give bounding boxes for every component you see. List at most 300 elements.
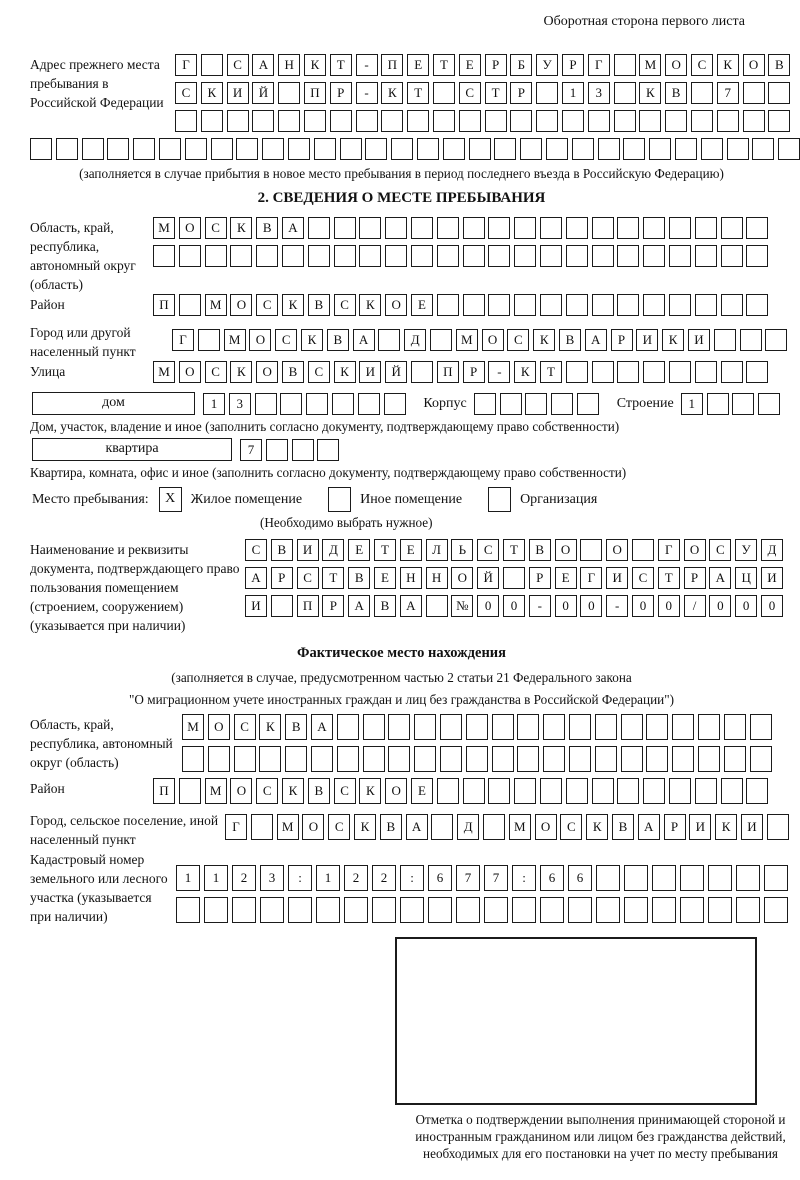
- char-cell[interactable]: С: [308, 361, 330, 383]
- char-cell[interactable]: С: [297, 567, 319, 589]
- char-cell[interactable]: [691, 82, 713, 104]
- char-cell[interactable]: [672, 714, 694, 740]
- char-cell[interactable]: [56, 138, 78, 160]
- char-cell[interactable]: [639, 110, 661, 132]
- char-cell[interactable]: [540, 897, 564, 923]
- char-cell[interactable]: Р: [562, 54, 584, 76]
- char-cell[interactable]: [378, 329, 400, 351]
- char-cell[interactable]: О: [385, 294, 407, 316]
- char-cell[interactable]: [488, 778, 510, 804]
- char-cell[interactable]: В: [308, 778, 330, 804]
- char-cell[interactable]: К: [715, 814, 737, 840]
- char-cell[interactable]: С: [175, 82, 197, 104]
- char-cell[interactable]: [440, 714, 462, 740]
- char-cell[interactable]: 7: [484, 865, 508, 891]
- char-cell[interactable]: С: [334, 778, 356, 804]
- char-cell[interactable]: [363, 746, 385, 772]
- char-cell[interactable]: [652, 897, 676, 923]
- char-cell[interactable]: [680, 897, 704, 923]
- char-cell[interactable]: [133, 138, 155, 160]
- char-cell[interactable]: [617, 361, 639, 383]
- char-cell[interactable]: В: [768, 54, 790, 76]
- char-cell[interactable]: Т: [658, 567, 680, 589]
- char-cell[interactable]: [463, 294, 485, 316]
- char-cell[interactable]: Й: [477, 567, 499, 589]
- char-cell[interactable]: М: [277, 814, 299, 840]
- char-cell[interactable]: О: [535, 814, 557, 840]
- char-cell[interactable]: [304, 110, 326, 132]
- char-cell[interactable]: [466, 746, 488, 772]
- char-cell[interactable]: П: [304, 82, 326, 104]
- char-cell[interactable]: [708, 865, 732, 891]
- char-cell[interactable]: [714, 329, 736, 351]
- char-cell[interactable]: В: [380, 814, 402, 840]
- char-cell[interactable]: [695, 217, 717, 239]
- char-cell[interactable]: С: [691, 54, 713, 76]
- char-cell[interactable]: [551, 393, 573, 415]
- char-cell[interactable]: [764, 865, 788, 891]
- char-cell[interactable]: [740, 329, 762, 351]
- char-cell[interactable]: [514, 217, 536, 239]
- char-cell[interactable]: В: [282, 361, 304, 383]
- char-cell[interactable]: Р: [510, 82, 532, 104]
- char-cell[interactable]: [543, 746, 565, 772]
- char-cell[interactable]: [175, 110, 197, 132]
- char-cell[interactable]: [708, 897, 732, 923]
- char-cell[interactable]: К: [354, 814, 376, 840]
- char-cell[interactable]: Р: [485, 54, 507, 76]
- checkbox-residential[interactable]: X: [159, 487, 182, 512]
- char-cell[interactable]: Е: [400, 539, 422, 561]
- char-cell[interactable]: [358, 393, 380, 415]
- char-cell[interactable]: [765, 329, 787, 351]
- char-cell[interactable]: С: [328, 814, 350, 840]
- char-cell[interactable]: О: [208, 714, 230, 740]
- char-cell[interactable]: С: [205, 217, 227, 239]
- char-cell[interactable]: [153, 245, 175, 267]
- char-cell[interactable]: С: [560, 814, 582, 840]
- char-cell[interactable]: С: [507, 329, 529, 351]
- char-cell[interactable]: [391, 138, 413, 160]
- char-cell[interactable]: [568, 897, 592, 923]
- char-cell[interactable]: [230, 245, 252, 267]
- char-cell[interactable]: Т: [322, 567, 344, 589]
- char-cell[interactable]: [344, 897, 368, 923]
- char-cell[interactable]: [510, 110, 532, 132]
- char-cell[interactable]: Г: [588, 54, 610, 76]
- char-cell[interactable]: [621, 746, 643, 772]
- char-cell[interactable]: [463, 778, 485, 804]
- char-cell[interactable]: [569, 746, 591, 772]
- char-cell[interactable]: А: [348, 595, 370, 617]
- char-cell[interactable]: [695, 778, 717, 804]
- char-cell[interactable]: [198, 329, 220, 351]
- char-cell[interactable]: А: [406, 814, 428, 840]
- char-cell[interactable]: [205, 245, 227, 267]
- char-cell[interactable]: М: [205, 778, 227, 804]
- char-cell[interactable]: Б: [510, 54, 532, 76]
- char-cell[interactable]: [721, 245, 743, 267]
- char-cell[interactable]: А: [245, 567, 267, 589]
- char-cell[interactable]: [278, 82, 300, 104]
- char-cell[interactable]: П: [153, 778, 175, 804]
- char-cell[interactable]: В: [327, 329, 349, 351]
- char-cell[interactable]: С: [709, 539, 731, 561]
- char-cell[interactable]: Е: [407, 54, 429, 76]
- char-cell[interactable]: [743, 82, 765, 104]
- char-cell[interactable]: [185, 138, 207, 160]
- char-cell[interactable]: Д: [457, 814, 479, 840]
- char-cell[interactable]: [577, 393, 599, 415]
- char-cell[interactable]: О: [256, 361, 278, 383]
- char-cell[interactable]: 6: [568, 865, 592, 891]
- char-cell[interactable]: 6: [540, 865, 564, 891]
- char-cell[interactable]: В: [308, 294, 330, 316]
- char-cell[interactable]: П: [153, 294, 175, 316]
- char-cell[interactable]: [107, 138, 129, 160]
- char-cell[interactable]: С: [227, 54, 249, 76]
- char-cell[interactable]: К: [282, 778, 304, 804]
- char-cell[interactable]: [691, 110, 713, 132]
- char-cell[interactable]: [743, 110, 765, 132]
- char-cell[interactable]: [359, 217, 381, 239]
- char-cell[interactable]: [330, 110, 352, 132]
- char-cell[interactable]: 6: [428, 865, 452, 891]
- char-cell[interactable]: [643, 778, 665, 804]
- char-cell[interactable]: И: [359, 361, 381, 383]
- char-cell[interactable]: [262, 138, 284, 160]
- char-cell[interactable]: [623, 138, 645, 160]
- char-cell[interactable]: [211, 138, 233, 160]
- char-cell[interactable]: [592, 217, 614, 239]
- char-cell[interactable]: Е: [411, 778, 433, 804]
- char-cell[interactable]: М: [182, 714, 204, 740]
- char-cell[interactable]: [680, 865, 704, 891]
- char-cell[interactable]: 1: [562, 82, 584, 104]
- char-cell[interactable]: №: [451, 595, 473, 617]
- char-cell[interactable]: [492, 714, 514, 740]
- char-cell[interactable]: Д: [404, 329, 426, 351]
- char-cell[interactable]: Р: [529, 567, 551, 589]
- char-cell[interactable]: Й: [385, 361, 407, 383]
- char-cell[interactable]: [746, 778, 768, 804]
- char-cell[interactable]: П: [297, 595, 319, 617]
- char-cell[interactable]: [282, 245, 304, 267]
- char-cell[interactable]: В: [256, 217, 278, 239]
- char-cell[interactable]: -: [606, 595, 628, 617]
- char-cell[interactable]: 0: [555, 595, 577, 617]
- char-cell[interactable]: [463, 217, 485, 239]
- char-cell[interactable]: 0: [632, 595, 654, 617]
- char-cell[interactable]: [340, 138, 362, 160]
- char-cell[interactable]: [400, 897, 424, 923]
- char-cell[interactable]: [614, 82, 636, 104]
- char-cell[interactable]: А: [282, 217, 304, 239]
- char-cell[interactable]: [698, 746, 720, 772]
- char-cell[interactable]: [82, 138, 104, 160]
- char-cell[interactable]: Г: [580, 567, 602, 589]
- char-cell[interactable]: [572, 138, 594, 160]
- char-cell[interactable]: [256, 245, 278, 267]
- char-cell[interactable]: О: [230, 778, 252, 804]
- char-cell[interactable]: К: [533, 329, 555, 351]
- char-cell[interactable]: :: [400, 865, 424, 891]
- char-cell[interactable]: К: [230, 361, 252, 383]
- char-cell[interactable]: [566, 245, 588, 267]
- char-cell[interactable]: К: [304, 54, 326, 76]
- char-cell[interactable]: И: [245, 595, 267, 617]
- char-cell[interactable]: :: [512, 865, 536, 891]
- char-cell[interactable]: А: [353, 329, 375, 351]
- char-cell[interactable]: [414, 746, 436, 772]
- char-cell[interactable]: [426, 595, 448, 617]
- char-cell[interactable]: [592, 245, 614, 267]
- char-cell[interactable]: [179, 245, 201, 267]
- char-cell[interactable]: И: [688, 329, 710, 351]
- char-cell[interactable]: [643, 245, 665, 267]
- char-cell[interactable]: [503, 567, 525, 589]
- char-cell[interactable]: О: [385, 778, 407, 804]
- char-cell[interactable]: Г: [225, 814, 247, 840]
- char-cell[interactable]: Ь: [451, 539, 473, 561]
- char-cell[interactable]: [332, 393, 354, 415]
- char-cell[interactable]: [665, 110, 687, 132]
- char-cell[interactable]: [306, 393, 328, 415]
- char-cell[interactable]: [428, 897, 452, 923]
- char-cell[interactable]: 7: [456, 865, 480, 891]
- char-cell[interactable]: 0: [761, 595, 783, 617]
- char-cell[interactable]: И: [636, 329, 658, 351]
- char-cell[interactable]: [456, 897, 480, 923]
- char-cell[interactable]: Р: [271, 567, 293, 589]
- char-cell[interactable]: [624, 865, 648, 891]
- char-cell[interactable]: [617, 217, 639, 239]
- char-cell[interactable]: [646, 714, 668, 740]
- char-cell[interactable]: [488, 217, 510, 239]
- char-cell[interactable]: [334, 217, 356, 239]
- char-cell[interactable]: [614, 54, 636, 76]
- char-cell[interactable]: 0: [477, 595, 499, 617]
- char-cell[interactable]: [652, 865, 676, 891]
- char-cell[interactable]: А: [709, 567, 731, 589]
- char-cell[interactable]: [484, 897, 508, 923]
- char-cell[interactable]: Г: [658, 539, 680, 561]
- char-cell[interactable]: В: [559, 329, 581, 351]
- char-cell[interactable]: С: [632, 567, 654, 589]
- char-cell[interactable]: [337, 714, 359, 740]
- char-cell[interactable]: О: [606, 539, 628, 561]
- char-cell[interactable]: -: [529, 595, 551, 617]
- char-cell[interactable]: [260, 897, 284, 923]
- char-cell[interactable]: [724, 714, 746, 740]
- char-cell[interactable]: [500, 393, 522, 415]
- char-cell[interactable]: [232, 897, 256, 923]
- char-cell[interactable]: 0: [709, 595, 731, 617]
- char-cell[interactable]: [596, 897, 620, 923]
- char-cell[interactable]: [750, 746, 772, 772]
- char-cell[interactable]: Р: [330, 82, 352, 104]
- char-cell[interactable]: [724, 746, 746, 772]
- char-cell[interactable]: [592, 778, 614, 804]
- char-cell[interactable]: [271, 595, 293, 617]
- char-cell[interactable]: [433, 82, 455, 104]
- char-cell[interactable]: [292, 439, 314, 461]
- char-cell[interactable]: [736, 865, 760, 891]
- char-cell[interactable]: К: [359, 294, 381, 316]
- char-cell[interactable]: М: [205, 294, 227, 316]
- char-cell[interactable]: А: [311, 714, 333, 740]
- char-cell[interactable]: С: [256, 294, 278, 316]
- char-cell[interactable]: О: [179, 217, 201, 239]
- char-cell[interactable]: 3: [588, 82, 610, 104]
- char-cell[interactable]: 7: [717, 82, 739, 104]
- char-cell[interactable]: Т: [374, 539, 396, 561]
- char-cell[interactable]: [617, 245, 639, 267]
- char-cell[interactable]: [494, 138, 516, 160]
- char-cell[interactable]: М: [153, 217, 175, 239]
- char-cell[interactable]: [363, 714, 385, 740]
- char-cell[interactable]: [624, 897, 648, 923]
- char-cell[interactable]: Р: [664, 814, 686, 840]
- char-cell[interactable]: [701, 138, 723, 160]
- char-cell[interactable]: [669, 361, 691, 383]
- char-cell[interactable]: [411, 361, 433, 383]
- char-cell[interactable]: О: [302, 814, 324, 840]
- char-cell[interactable]: К: [639, 82, 661, 104]
- char-cell[interactable]: У: [735, 539, 757, 561]
- char-cell[interactable]: [768, 110, 790, 132]
- char-cell[interactable]: [385, 245, 407, 267]
- char-cell[interactable]: [236, 138, 258, 160]
- char-cell[interactable]: Е: [555, 567, 577, 589]
- char-cell[interactable]: М: [153, 361, 175, 383]
- char-cell[interactable]: Л: [426, 539, 448, 561]
- char-cell[interactable]: К: [359, 778, 381, 804]
- char-cell[interactable]: Р: [611, 329, 633, 351]
- char-cell[interactable]: -: [488, 361, 510, 383]
- char-cell[interactable]: [721, 294, 743, 316]
- char-cell[interactable]: [546, 138, 568, 160]
- char-cell[interactable]: [514, 294, 536, 316]
- char-cell[interactable]: Е: [459, 54, 481, 76]
- char-cell[interactable]: Н: [278, 54, 300, 76]
- char-cell[interactable]: [517, 746, 539, 772]
- char-cell[interactable]: О: [249, 329, 271, 351]
- char-cell[interactable]: Т: [330, 54, 352, 76]
- char-cell[interactable]: С: [256, 778, 278, 804]
- char-cell[interactable]: [695, 361, 717, 383]
- char-cell[interactable]: [525, 393, 547, 415]
- char-cell[interactable]: [617, 294, 639, 316]
- char-cell[interactable]: [750, 714, 772, 740]
- char-cell[interactable]: А: [252, 54, 274, 76]
- char-cell[interactable]: [437, 245, 459, 267]
- char-cell[interactable]: [285, 746, 307, 772]
- char-cell[interactable]: [536, 110, 558, 132]
- char-cell[interactable]: [384, 393, 406, 415]
- char-cell[interactable]: 0: [735, 595, 757, 617]
- char-cell[interactable]: 7: [240, 439, 262, 461]
- char-cell[interactable]: [356, 110, 378, 132]
- char-cell[interactable]: Р: [684, 567, 706, 589]
- char-cell[interactable]: [485, 110, 507, 132]
- char-cell[interactable]: Г: [172, 329, 194, 351]
- char-cell[interactable]: Р: [463, 361, 485, 383]
- char-cell[interactable]: М: [224, 329, 246, 351]
- char-cell[interactable]: [288, 897, 312, 923]
- char-cell[interactable]: [764, 897, 788, 923]
- char-cell[interactable]: 0: [503, 595, 525, 617]
- char-cell[interactable]: [288, 138, 310, 160]
- char-cell[interactable]: [365, 138, 387, 160]
- char-cell[interactable]: Е: [411, 294, 433, 316]
- char-cell[interactable]: 1: [681, 393, 703, 415]
- char-cell[interactable]: [430, 329, 452, 351]
- char-cell[interactable]: [669, 217, 691, 239]
- char-cell[interactable]: Ц: [735, 567, 757, 589]
- char-cell[interactable]: В: [271, 539, 293, 561]
- char-cell[interactable]: [179, 294, 201, 316]
- char-cell[interactable]: Й: [252, 82, 274, 104]
- char-cell[interactable]: [592, 361, 614, 383]
- char-cell[interactable]: У: [536, 54, 558, 76]
- char-cell[interactable]: [514, 778, 536, 804]
- char-cell[interactable]: С: [334, 294, 356, 316]
- char-cell[interactable]: С: [205, 361, 227, 383]
- char-cell[interactable]: В: [612, 814, 634, 840]
- char-cell[interactable]: [778, 138, 800, 160]
- char-cell[interactable]: [707, 393, 729, 415]
- char-cell[interactable]: [746, 245, 768, 267]
- char-cell[interactable]: [255, 393, 277, 415]
- char-cell[interactable]: [617, 778, 639, 804]
- char-cell[interactable]: [372, 897, 396, 923]
- char-cell[interactable]: С: [245, 539, 267, 561]
- char-cell[interactable]: [208, 746, 230, 772]
- char-cell[interactable]: [566, 361, 588, 383]
- char-cell[interactable]: [280, 393, 302, 415]
- char-cell[interactable]: С: [459, 82, 481, 104]
- char-cell[interactable]: [698, 714, 720, 740]
- char-cell[interactable]: И: [606, 567, 628, 589]
- char-cell[interactable]: [417, 138, 439, 160]
- char-cell[interactable]: [443, 138, 465, 160]
- char-cell[interactable]: [437, 217, 459, 239]
- char-cell[interactable]: [433, 110, 455, 132]
- char-cell[interactable]: [30, 138, 52, 160]
- char-cell[interactable]: [201, 54, 223, 76]
- char-cell[interactable]: [566, 778, 588, 804]
- char-cell[interactable]: 0: [658, 595, 680, 617]
- char-cell[interactable]: [566, 294, 588, 316]
- char-cell[interactable]: И: [297, 539, 319, 561]
- char-cell[interactable]: А: [585, 329, 607, 351]
- char-cell[interactable]: [317, 439, 339, 461]
- char-cell[interactable]: [580, 539, 602, 561]
- char-cell[interactable]: М: [456, 329, 478, 351]
- char-cell[interactable]: [388, 714, 410, 740]
- char-cell[interactable]: [334, 245, 356, 267]
- char-cell[interactable]: [632, 539, 654, 561]
- char-cell[interactable]: [311, 746, 333, 772]
- char-cell[interactable]: [649, 138, 671, 160]
- char-cell[interactable]: :: [288, 865, 312, 891]
- char-cell[interactable]: [643, 294, 665, 316]
- char-cell[interactable]: [767, 814, 789, 840]
- char-cell[interactable]: [359, 245, 381, 267]
- char-cell[interactable]: [721, 778, 743, 804]
- char-cell[interactable]: И: [227, 82, 249, 104]
